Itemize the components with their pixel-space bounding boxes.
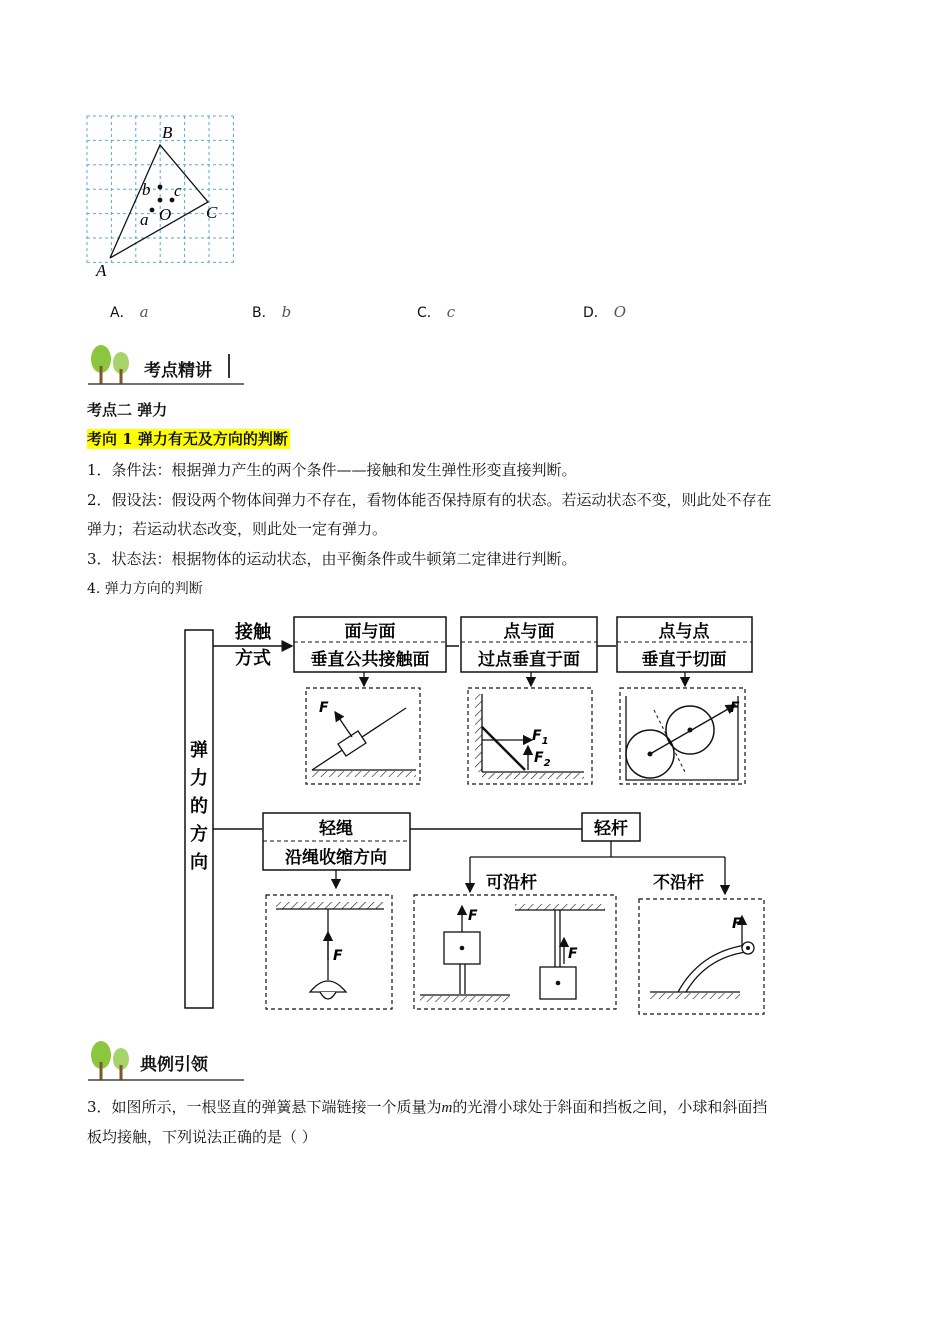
svg-text:F1: $F_1$	[532, 728, 549, 747]
section-banner-kaodian	[88, 342, 248, 388]
question-line-2: 板均接触，下列说法正确的是（ ）	[87, 1128, 317, 1146]
banner-divider	[228, 354, 230, 378]
banner-title: 典例引领	[140, 1055, 208, 1075]
rod-title: 轻杆	[594, 819, 628, 839]
item-1: 1．条件法：根据弹力产生的两个条件——接触和发生弹性形变直接判断。	[87, 461, 577, 479]
option-c[interactable]: C． c	[417, 303, 456, 321]
box1-title: 面与面	[344, 622, 396, 642]
label-C: C	[206, 203, 218, 222]
vertical-char-4: 方	[190, 824, 208, 845]
contact-label-2: 方式	[235, 648, 271, 669]
label-B: B	[162, 123, 173, 142]
force-label-f1: F	[532, 728, 542, 744]
vertical-char-5: 向	[190, 852, 208, 873]
label-c: c	[174, 181, 182, 200]
rod-along-label: 可沿杆	[486, 873, 537, 893]
subsection-title: 考向 1 弹力有无及方向的判断	[87, 430, 288, 448]
banner-title: 考点精讲	[144, 361, 212, 381]
rope-rule: 沿绳收缩方向	[285, 848, 387, 868]
rope-title: 轻绳	[319, 819, 353, 839]
vertical-char-1: 弹	[190, 740, 208, 761]
force-label-f2: F	[534, 750, 544, 766]
force-label-5: F	[468, 908, 478, 924]
illustration-two-balls	[620, 688, 745, 784]
force-label-6: F	[568, 946, 578, 962]
box-point-point	[617, 617, 752, 672]
point-o	[158, 198, 163, 203]
item-2-cont: 弹力；若运动状态改变，则此处一定有弹力。	[87, 520, 388, 538]
box3-title: 点与点	[658, 622, 710, 642]
box-surface-surface	[294, 617, 446, 672]
illustration-curved-rod	[639, 899, 764, 1014]
label-O: O	[159, 205, 172, 224]
illustration-hanging-lamp	[266, 895, 392, 1009]
force-label-7: F	[732, 916, 742, 932]
question-line-1: 3．如图所示，一根竖直的弹簧悬下端链接一个质量为m的光滑小球处于斜面和挡板之间，小球和斜面挡	[87, 1098, 768, 1116]
point-b	[158, 185, 163, 190]
box2-rule: 过点垂直于面	[478, 650, 580, 670]
force-label-4: F	[333, 948, 343, 964]
box-light-rope	[263, 813, 410, 870]
force-label-1: F	[319, 700, 329, 716]
item-2: 2．假设法：假设两个物体间弹力不存在，看物体能否保持原有的状态。若运动状态不变，则此处不存在	[87, 491, 772, 509]
vertical-title-box	[185, 630, 213, 1008]
section-title: 考点二 弹力	[87, 401, 168, 419]
grid-triangle-figure	[80, 110, 240, 290]
label-a: a	[140, 210, 149, 229]
box-light-rod	[582, 813, 640, 841]
vertical-char-3: 的	[190, 796, 208, 817]
box-point-surface	[461, 617, 597, 672]
illustration-rod-blocks	[414, 895, 616, 1009]
label-A: A	[96, 261, 107, 280]
point-a	[150, 208, 155, 213]
contact-label-1: 接触	[235, 622, 271, 643]
section-banner-example	[88, 1038, 248, 1084]
force-label-3: F	[730, 700, 740, 716]
item-3: 3．状态法：根据物体的运动状态，由平衡条件或牛顿第二定律进行判断。	[87, 550, 577, 568]
option-b[interactable]: B． b	[252, 303, 292, 321]
option-a[interactable]: A． a	[110, 303, 149, 321]
box3-rule: 垂直于切面	[641, 650, 727, 670]
vertical-char-2: 力	[190, 768, 208, 789]
box2-title: 点与面	[503, 622, 555, 642]
illustration-block-on-incline	[306, 688, 420, 784]
box1-rule: 垂直公共接触面	[310, 650, 430, 670]
illustration-rod-wall-floor	[468, 688, 592, 784]
label-b: b	[142, 180, 151, 199]
elastic-force-direction-diagram	[180, 612, 780, 1022]
svg-text:F2: $F_2$	[534, 750, 551, 769]
item-4: 4. 弹力方向的判断	[87, 581, 203, 597]
rod-not-along-label: 不沿杆	[653, 873, 704, 893]
option-d[interactable]: D． O	[583, 303, 627, 321]
